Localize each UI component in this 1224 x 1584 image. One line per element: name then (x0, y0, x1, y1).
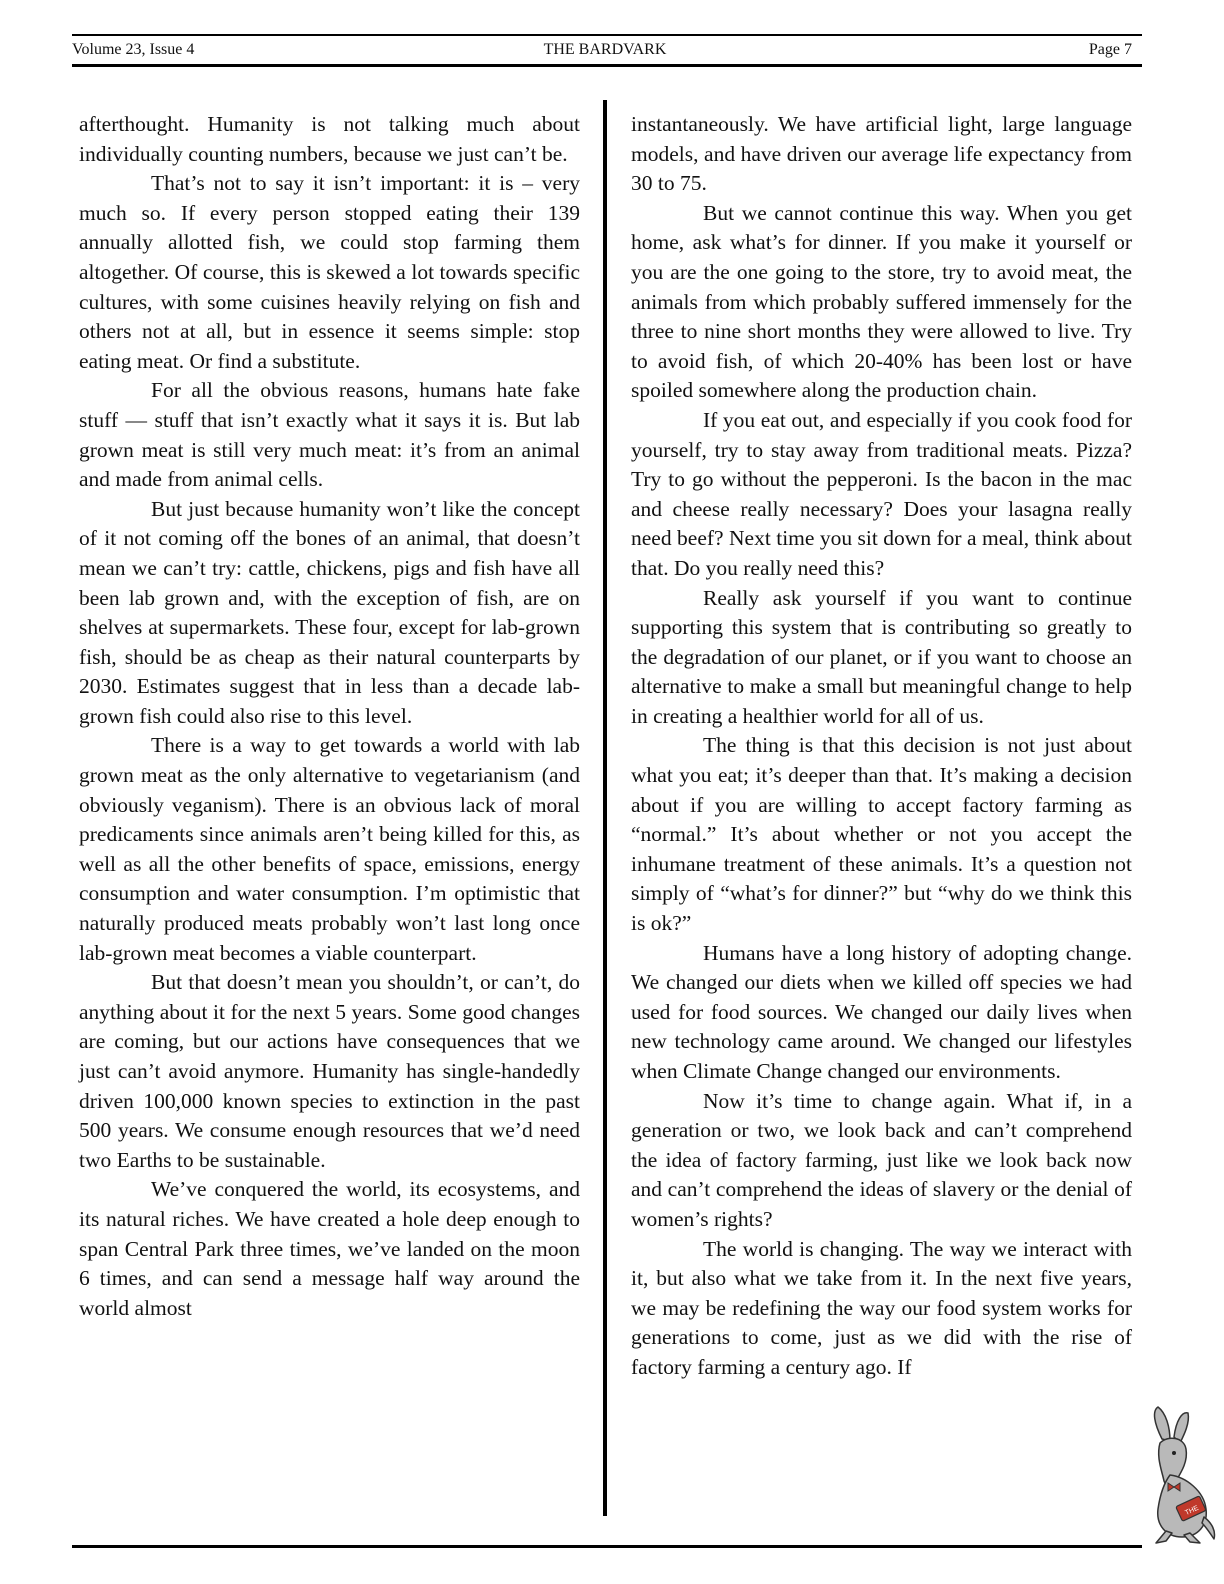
paragraph: But just because humanity won’t like the concept of it not coming off the bones of an animal, that doesn’t mean we can’t try: cattle, chickens, pigs and fish have all been lab grown and, with the exception of fish, are on shelves at supermarkets. These four, except for lab-grown fish, should be as cheap as their natural counterparts by 2030. Estimates suggest that in less than a decade lab-grown fish could also rise to this level. (79, 496, 580, 728)
paragraph: Humans have a long history of adopting change. We changed our diets when we killed off species we had used for food sources. We changed our daily lives when new technology came around. We changed our lifestyles when Climate Change changed our environments. (631, 940, 1132, 1083)
paragraph: There is a way to get towards a world with lab grown meat as the only alternative to vegetarianism (and obviously veganism). There is an obvious lack of moral predicaments since animals aren’t being killed for this, as well as all the other benefits of space, emissions, energy consumption and water consumption. I’m optimistic that naturally produced meats probably won’t last long once lab-grown meat becomes a viable counterpart. (79, 733, 580, 965)
issue-label: Volume 23, Issue 4 (72, 41, 195, 58)
paragraph: That’s not to say it isn’t important: it is – very much so. If every person stopped eating their 139 annually allotted fish, we could stop farming them altogether. Of course, this is skewed a lot towards specific cultures, with some cuisines heavily relying on fish and others not at all, but in essence it seems simple: stop eating meat. Or find a substitute. (79, 171, 580, 373)
aardvark-mascot-icon (1140, 1405, 1218, 1545)
footer-rule (72, 1545, 1142, 1548)
paragraph: But we cannot continue this way. When you get home, ask what’s for dinner. If you make it yourself or you are the one going to the store, try to avoid meat, the animals from which probably suffered immensely for the three to nine short months they were allowed to live. Try to avoid fish, of which 20-40% has been lost or have spoiled somewhere along the production chain. (631, 200, 1132, 403)
paragraph: Now it’s time to change again. What if, in a generation or two, we look back and can’t comprehend the idea of factory farming, just like we look back now and can’t comprehend the ideas of slavery or the denial of women’s rights? (631, 1088, 1132, 1231)
article-column-left (79, 110, 580, 1323)
paragraph: afterthought. Humanity is not talking much about individually counting numbers, because we just can’t be. (79, 112, 580, 166)
paragraph: instantaneously. We have artificial light, large language models, and have driven our average life expectancy from 30 to 75. (631, 112, 1132, 196)
header-bottom-rule (72, 64, 1142, 67)
paragraph: For all the obvious reasons, humans hate fake stuff — stuff that isn’t exactly what it says it is. But lab grown meat is still very much meat: it’s from an animal and made from animal cells. (79, 378, 580, 492)
header-top-rule (72, 34, 1142, 36)
paragraph: If you eat out, and especially if you cook food for yourself, try to stay away from traditional meats. Pizza? Try to go without the pepperoni. Is the bacon in the mac and cheese really necessary? Does your lasagna really need beef? Next time you sit down for a meal, think about that. Do you really need this? (631, 407, 1132, 580)
paragraph: We’ve conquered the world, its ecosystems, and its natural riches. We have created a hole deep enough to span Central Park three times, we’ve landed on the moon 6 times, and can send a message half way around the world almost (79, 1177, 580, 1320)
column-divider (603, 100, 607, 1516)
page-number: Page 7 (1088, 41, 1132, 58)
paragraph: But that doesn’t mean you shouldn’t, or can’t, do anything about it for the next 5 years. Some good changes are coming, but our actions have consequences that we just can’t avoid anymore. Humanity has single-handedly driven 100,000 known species to extinction in the past 500 years. We consume enough resources that we’d need two Earths to be sustainable. (79, 970, 580, 1172)
article-column-right (631, 110, 1132, 1383)
paragraph: The world is changing. The way we interact with it, but also what we take from it. In the next five years, we may be redefining the way our food system works for generations to come, just as we did with the rise of factory farming a century ago. If (631, 1236, 1132, 1379)
mascot-book-label: THE (1184, 1504, 1200, 1517)
paragraph: The thing is that this decision is not just about what you eat; it’s deeper than that. It’s making a decision about if you are willing to accept factory farming as “normal.” It’s about whether or not you accept the inhumane treatment of these animals. It’s a question not simply of “what’s for dinner?” but “why do we think this is ok?” (631, 733, 1132, 936)
paragraph: Really ask yourself if you want to continue supporting this system that is contributing so greatly to the degradation of our planet, or if you want to choose an alternative to make a small but meaningful change to help in creating a healthier world for all of us. (631, 585, 1132, 728)
publication-title: THE BARDVARK (543, 41, 667, 58)
